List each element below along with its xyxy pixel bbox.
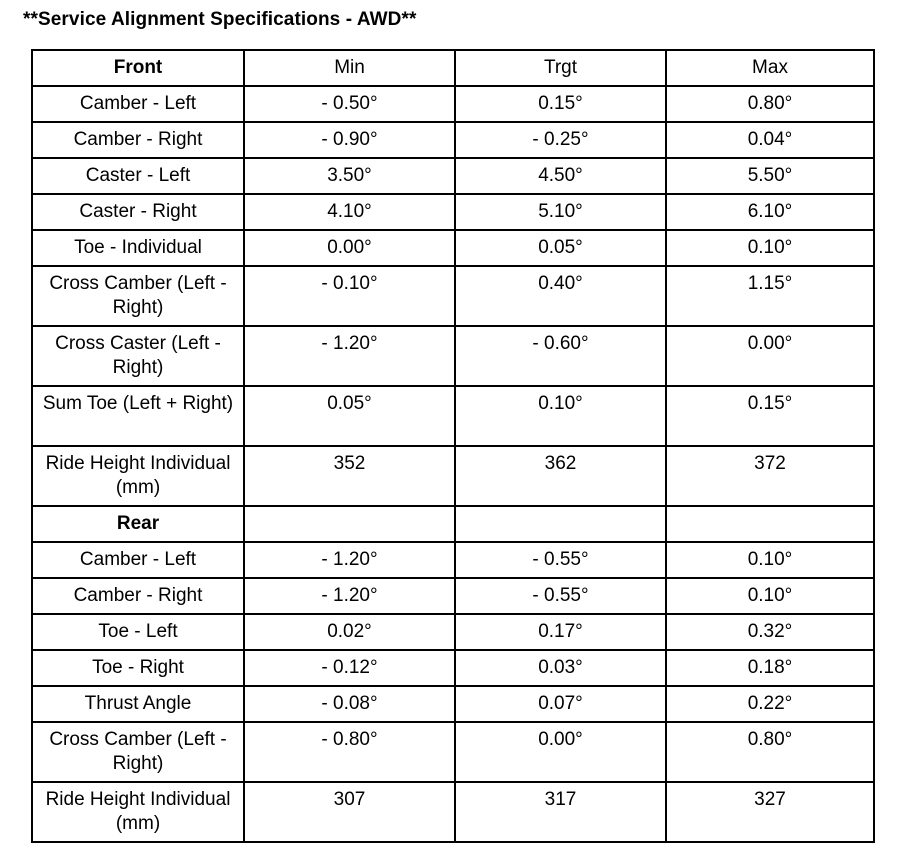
table-row bbox=[32, 614, 874, 650]
trgt-value: - 0.55° bbox=[455, 542, 666, 578]
table-row bbox=[32, 230, 874, 266]
trgt-value: 317 bbox=[455, 782, 666, 842]
row-label: Cross Camber (Left - Right) bbox=[32, 722, 244, 782]
trgt-value: 0.07° bbox=[455, 686, 666, 722]
min-value: - 1.20° bbox=[244, 326, 455, 386]
row-label: Thrust Angle bbox=[32, 686, 244, 722]
trgt-value: 0.00° bbox=[455, 722, 666, 782]
min-value: - 0.50° bbox=[244, 86, 455, 122]
trgt-value: 5.10° bbox=[455, 194, 666, 230]
empty-cell bbox=[666, 506, 874, 542]
row-label: Toe - Individual bbox=[32, 230, 244, 266]
table-row bbox=[32, 386, 874, 446]
row-label: Caster - Left bbox=[32, 158, 244, 194]
min-value: 0.00° bbox=[244, 230, 455, 266]
row-label: Cross Camber (Left - Right) bbox=[32, 266, 244, 326]
row-label: Camber - Left bbox=[32, 86, 244, 122]
rear-section-row bbox=[32, 506, 874, 542]
max-value: 1.15° bbox=[666, 266, 874, 326]
min-column-header: Min bbox=[244, 50, 455, 86]
empty-cell bbox=[455, 506, 666, 542]
table-row bbox=[32, 686, 874, 722]
min-value: - 0.10° bbox=[244, 266, 455, 326]
row-label: Caster - Right bbox=[32, 194, 244, 230]
table-row bbox=[32, 266, 874, 326]
row-label: Toe - Left bbox=[32, 614, 244, 650]
table-row bbox=[32, 326, 874, 386]
max-value: 0.10° bbox=[666, 578, 874, 614]
max-value: 327 bbox=[666, 782, 874, 842]
table-row bbox=[32, 446, 874, 506]
max-value: 0.00° bbox=[666, 326, 874, 386]
trgt-value: - 0.55° bbox=[455, 578, 666, 614]
table-row bbox=[32, 542, 874, 578]
max-value: 0.10° bbox=[666, 230, 874, 266]
row-label: Toe - Right bbox=[32, 650, 244, 686]
max-value: 0.22° bbox=[666, 686, 874, 722]
min-value: - 1.20° bbox=[244, 542, 455, 578]
min-value: - 0.08° bbox=[244, 686, 455, 722]
max-value: 5.50° bbox=[666, 158, 874, 194]
min-value: - 0.90° bbox=[244, 122, 455, 158]
row-label: Cross Caster (Left - Right) bbox=[32, 326, 244, 386]
max-value: 0.80° bbox=[666, 86, 874, 122]
row-label: Camber - Right bbox=[32, 122, 244, 158]
min-value: - 0.12° bbox=[244, 650, 455, 686]
max-value: 0.80° bbox=[666, 722, 874, 782]
min-value: 307 bbox=[244, 782, 455, 842]
max-value: 0.18° bbox=[666, 650, 874, 686]
trgt-value: 0.05° bbox=[455, 230, 666, 266]
trgt-value: 362 bbox=[455, 446, 666, 506]
trgt-value: 0.10° bbox=[455, 386, 666, 446]
min-value: 4.10° bbox=[244, 194, 455, 230]
min-value: 0.05° bbox=[244, 386, 455, 446]
row-label: Ride Height Individual (mm) bbox=[32, 446, 244, 506]
max-value: 0.10° bbox=[666, 542, 874, 578]
row-label: Sum Toe (Left + Right) bbox=[32, 386, 244, 446]
trgt-value: 0.17° bbox=[455, 614, 666, 650]
table-row bbox=[32, 194, 874, 230]
trgt-value: - 0.25° bbox=[455, 122, 666, 158]
table-row bbox=[32, 722, 874, 782]
document-title: **Service Alignment Specifications - AWD** bbox=[23, 9, 417, 30]
min-value: 352 bbox=[244, 446, 455, 506]
min-value: 3.50° bbox=[244, 158, 455, 194]
max-value: 0.32° bbox=[666, 614, 874, 650]
table-row bbox=[32, 86, 874, 122]
row-label: Ride Height Individual (mm) bbox=[32, 782, 244, 842]
min-value: - 1.20° bbox=[244, 578, 455, 614]
max-value: 0.04° bbox=[666, 122, 874, 158]
table-row bbox=[32, 578, 874, 614]
max-column-header: Max bbox=[666, 50, 874, 86]
trgt-column-header: Trgt bbox=[455, 50, 666, 86]
min-value: - 0.80° bbox=[244, 722, 455, 782]
table-row bbox=[32, 158, 874, 194]
front-section-header: Front bbox=[32, 50, 244, 86]
rear-section-header: Rear bbox=[32, 506, 244, 542]
table-header-row bbox=[32, 50, 874, 86]
max-value: 6.10° bbox=[666, 194, 874, 230]
table-row bbox=[32, 650, 874, 686]
max-value: 372 bbox=[666, 446, 874, 506]
alignment-spec-table bbox=[31, 49, 875, 843]
empty-cell bbox=[244, 506, 455, 542]
row-label: Camber - Right bbox=[32, 578, 244, 614]
trgt-value: 0.03° bbox=[455, 650, 666, 686]
table-row bbox=[32, 122, 874, 158]
table-row bbox=[32, 782, 874, 842]
trgt-value: - 0.60° bbox=[455, 326, 666, 386]
trgt-value: 0.15° bbox=[455, 86, 666, 122]
min-value: 0.02° bbox=[244, 614, 455, 650]
trgt-value: 0.40° bbox=[455, 266, 666, 326]
trgt-value: 4.50° bbox=[455, 158, 666, 194]
row-label: Camber - Left bbox=[32, 542, 244, 578]
max-value: 0.15° bbox=[666, 386, 874, 446]
